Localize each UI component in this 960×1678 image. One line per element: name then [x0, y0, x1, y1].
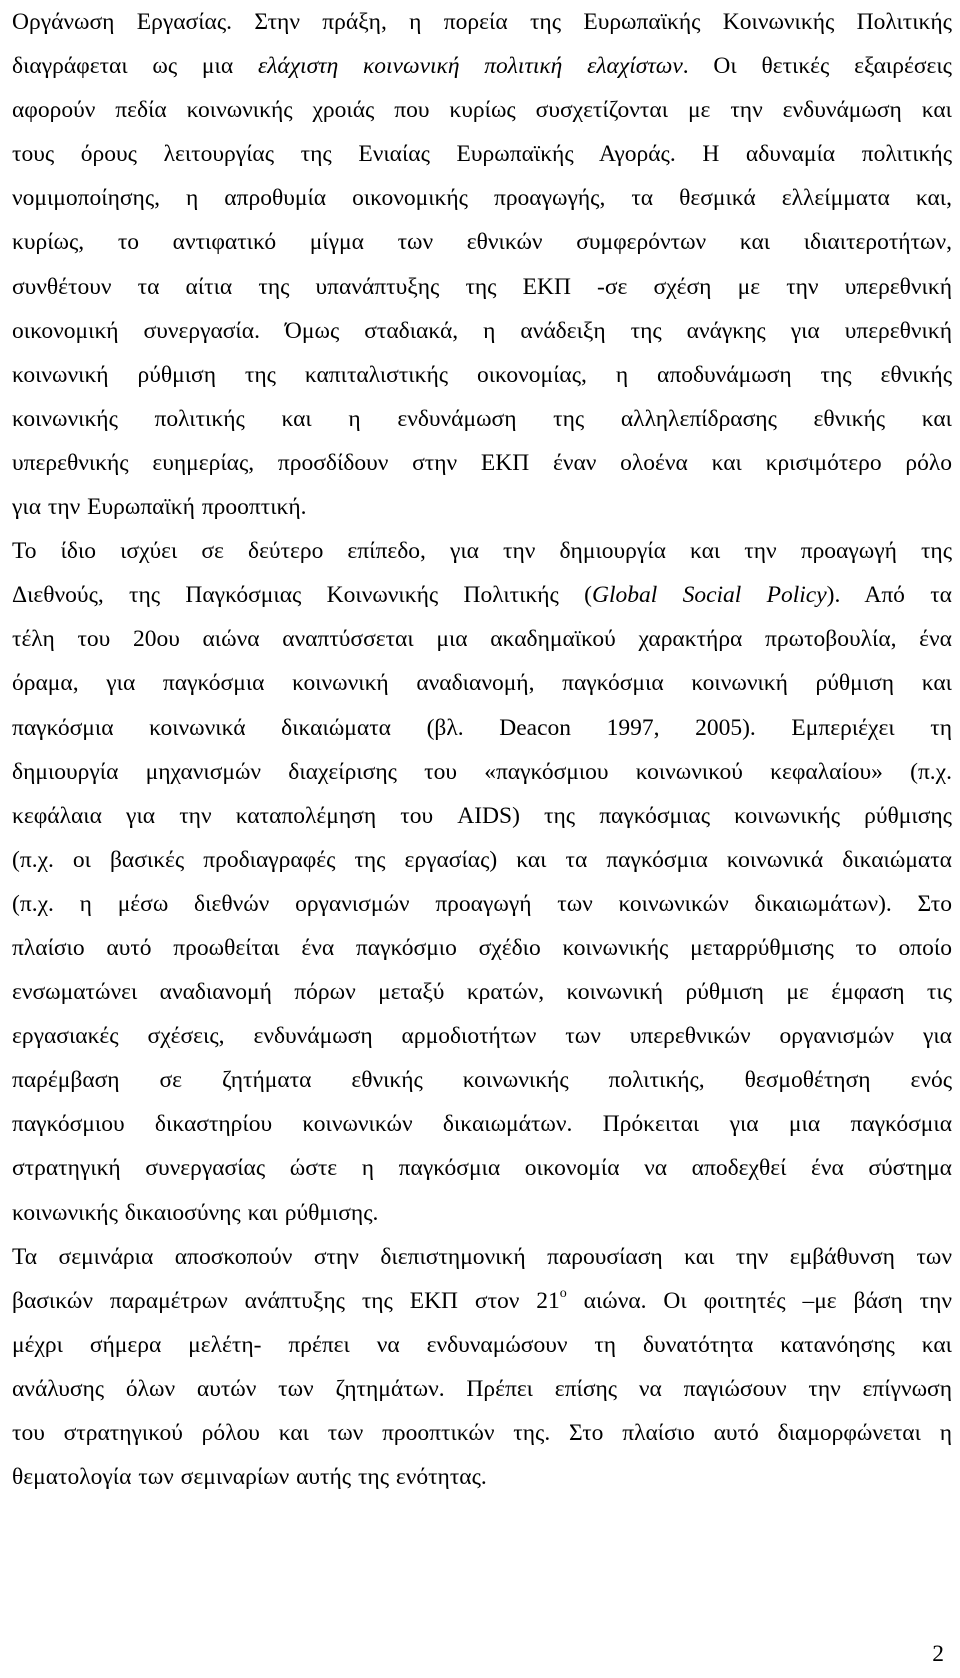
text-line: [12, 485, 952, 529]
text-run: κοινωνική ρύθμιση της καπιταλιστικής οικονομίας, η αποδυνάμωση της εθνικής: [12, 361, 952, 388]
text-run: δημιουργία μηχανισμών διαχείρισης του «παγκόσμιου κοινωνικού κεφαλαίου» (π.χ.: [12, 758, 952, 785]
text-line: [12, 1279, 952, 1323]
text-run: πλαίσιο αυτό προωθείται ένα παγκόσμιο σχέδιο κοινωνικής μεταρρύθμισης το οποίο: [12, 934, 952, 961]
text-run: θεματολογία των σεμιναρίων αυτής της ενότητας.: [12, 1464, 487, 1491]
text-line: [12, 529, 952, 573]
paragraph: [12, 529, 952, 1235]
text-run: αιώνα. Οι φοιτητές –με βάση την: [566, 1287, 952, 1314]
text-line: [12, 706, 952, 750]
text-line: [12, 1411, 952, 1455]
text-line: [12, 1367, 952, 1411]
text-run: Τα σεμινάρια αποσκοπούν στην διεπιστημονική παρουσίαση και την εμβάθυνση των: [12, 1243, 952, 1270]
text-run: ). Από τα: [826, 582, 952, 609]
text-line: [12, 397, 952, 441]
text-run: παγκόσμιου δικαστηρίου κοινωνικών δικαιωμάτων. Πρόκειται για μια παγκόσμια: [12, 1111, 952, 1138]
text-run: υπερεθνικής ευημερίας, προσδίδουν στην ΕΚΠ έναν ολοένα και κρισιμότερο ρόλο: [12, 449, 952, 476]
text-line: [12, 1102, 952, 1146]
text-line: [12, 1235, 952, 1279]
text-run: κεφάλαια για την καταπολέμηση του AIDS) της παγκόσμιας κοινωνικής ρύθμισης: [12, 802, 952, 829]
text-line: [12, 441, 952, 485]
text-line: [12, 1014, 952, 1058]
text-line: [12, 309, 952, 353]
paragraph: [12, 1235, 952, 1500]
page-number: 2: [932, 1641, 944, 1667]
text-run: τους όρους λειτουργίας της Ενιαίας Ευρωπαϊκής Αγοράς. Η αδυναμία πολιτικής: [12, 141, 952, 168]
text-line: [12, 794, 952, 838]
text-line: [12, 1455, 952, 1499]
text-run: οικονομική συνεργασία. Όμως σταδιακά, η ανάδειξη της ανάγκης για υπερεθνική: [12, 317, 952, 344]
text-line: [12, 0, 952, 44]
italic-text-run: Global Social Policy: [591, 582, 827, 609]
text-line: [12, 970, 952, 1014]
text-line: [12, 661, 952, 705]
text-run: κοινωνικής πολιτικής και η ενδυνάμωση της αλληλεπίδρασης εθνικής και: [12, 405, 952, 432]
text-line: [12, 265, 952, 309]
text-line: [12, 617, 952, 661]
text-run: βασικών παραμέτρων ανάπτυξης της ΕΚΠ στον 21: [12, 1287, 560, 1314]
text-line: [12, 750, 952, 794]
text-line: [12, 1191, 952, 1235]
document-page: [12, 0, 952, 1499]
text-line: [12, 44, 952, 88]
text-line: [12, 353, 952, 397]
text-run: όραμα, για παγκόσμια κοινωνική αναδιανομή, παγκόσμια κοινωνική ρύθμιση και: [12, 670, 952, 697]
text-line: [12, 838, 952, 882]
superscript: ο: [559, 1285, 567, 1301]
text-run: κυρίως, το αντιφατικό μίγμα των εθνικών συμφερόντων και ιδιαιτεροτήτων,: [12, 229, 952, 256]
text-run: ενσωματώνει αναδιανομή πόρων μεταξύ κρατών, κοινωνική ρύθμιση με έμφαση τις: [12, 979, 952, 1006]
text-line: [12, 1146, 952, 1190]
text-run: αφορούν πεδία κοινωνικής χροιάς που κυρίως συσχετίζονται με την ενδυνάμωση και: [12, 97, 952, 124]
text-run: του στρατηγικού ρόλου και των προοπτικών της. Στο πλαίσιο αυτό διαμορφώνεται η: [12, 1420, 952, 1446]
paragraph: [12, 0, 952, 529]
text-run: για την Ευρωπαϊκή προοπτική.: [12, 494, 307, 521]
text-run: . Οι θετικές εξαιρέσεις: [682, 53, 952, 80]
text-line: [12, 1323, 952, 1367]
text-line: [12, 573, 952, 617]
text-run: εργασιακές σχέσεις, ενδυνάμωση αρμοδιοτήτων των υπερεθνικών οργανισμών για: [12, 1023, 952, 1050]
text-run: κοινωνικής δικαιοσύνης και ρύθμισης.: [12, 1199, 379, 1226]
text-line: [12, 1058, 952, 1102]
text-run: Το ίδιο ισχύει σε δεύτερο επίπεδο, για την δημιουργία και την προαγωγή της: [12, 538, 952, 565]
text-run: διαγράφεται ως μια: [12, 53, 258, 80]
italic-text-run: ελάχιστη κοινωνική πολιτική ελαχίστων: [257, 53, 683, 80]
text-run: στρατηγική συνεργασίας ώστε η παγκόσμια οικονομία να αποδεχθεί ένα σύστημα: [12, 1155, 952, 1182]
text-run: Οργάνωση Εργασίας. Στην πράξη, η πορεία της Ευρωπαϊκής Κοινωνικής Πολιτικής: [12, 9, 952, 35]
text-run: παρέμβαση σε ζητήματα εθνικής κοινωνικής πολιτικής, θεσμοθέτηση ενός: [12, 1067, 952, 1094]
text-line: [12, 926, 952, 970]
text-run: νομιμοποίησης, η απροθυμία οικονομικής προαγωγής, τα θεσμικά ελλείμματα και,: [12, 185, 952, 212]
text-line: [12, 132, 952, 176]
body-text: [12, 0, 952, 1499]
text-run: Διεθνούς, της Παγκόσμιας Κοινωνικής Πολιτικής (: [12, 582, 592, 609]
text-line: [12, 176, 952, 220]
text-run: συνθέτουν τα αίτια της υπανάπτυξης της ΕΚΠ -σε σχέση με την υπερεθνική: [12, 273, 952, 300]
text-line: [12, 882, 952, 926]
text-line: [12, 220, 952, 264]
text-run: παγκόσμια κοινωνικά δικαιώματα (βλ. Deacon 1997, 2005). Εμπεριέχει τη: [12, 714, 952, 741]
text-run: μέχρι σήμερα μελέτη- πρέπει να ενδυναμώσουν τη δυνατότητα κατανόησης και: [12, 1331, 952, 1358]
text-run: ανάλυσης όλων αυτών των ζητημάτων. Πρέπει επίσης να παγιώσουν την επίγνωση: [12, 1375, 952, 1402]
text-run: (π.χ. η μέσω διεθνών οργανισμών προαγωγή των κοινωνικών δικαιωμάτων). Στο: [12, 890, 952, 917]
text-line: [12, 88, 952, 132]
text-run: (π.χ. οι βασικές προδιαγραφές της εργασίας) και τα παγκόσμια κοινωνικά δικαιώματα: [12, 846, 952, 873]
text-run: τέλη του 20ου αιώνα αναπτύσσεται μια ακαδημαϊκού χαρακτήρα πρωτοβουλία, ένα: [12, 626, 952, 653]
